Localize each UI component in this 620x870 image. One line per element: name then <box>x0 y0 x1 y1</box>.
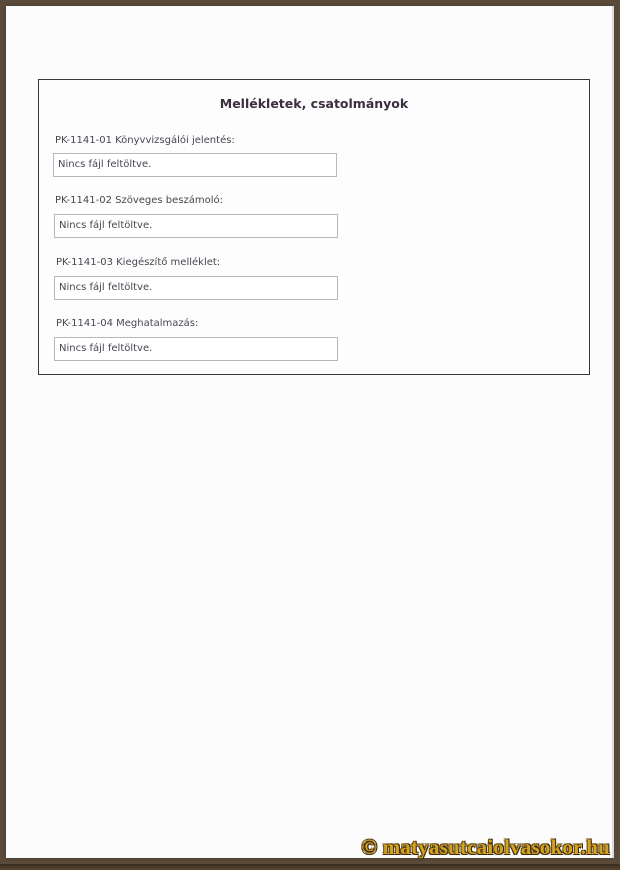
file-field-status: Nincs fájl feltöltve. <box>59 343 153 354</box>
copyright-watermark: © matyasutcaiolvasokor.hu <box>361 835 610 859</box>
file-field-pk-1141-02[interactable] <box>54 214 338 238</box>
file-field-status: Nincs fájl feltöltve. <box>59 282 153 293</box>
file-field-pk-1141-04[interactable] <box>54 337 338 361</box>
field-label-pk-1141-03: PK-1141-03 Kiegészítő melléklet: <box>56 257 221 268</box>
file-field-status: Nincs fájl feltöltve. <box>58 159 152 170</box>
bottom-frame-bar <box>0 864 620 870</box>
file-field-status: Nincs fájl feltöltve. <box>59 220 153 231</box>
page-edge <box>612 6 614 858</box>
field-label-pk-1141-02: PK-1141-02 Szöveges beszámoló: <box>55 195 223 206</box>
field-label-pk-1141-04: PK-1141-04 Meghatalmazás: <box>56 318 199 329</box>
file-field-pk-1141-01[interactable] <box>53 153 337 177</box>
attachments-panel <box>38 79 590 375</box>
field-label-pk-1141-01: PK-1141-01 Könyvvizsgálói jelentés: <box>55 135 235 146</box>
panel-title: Mellékletek, csatolmányok <box>219 96 409 111</box>
file-field-pk-1141-03[interactable] <box>54 276 338 300</box>
